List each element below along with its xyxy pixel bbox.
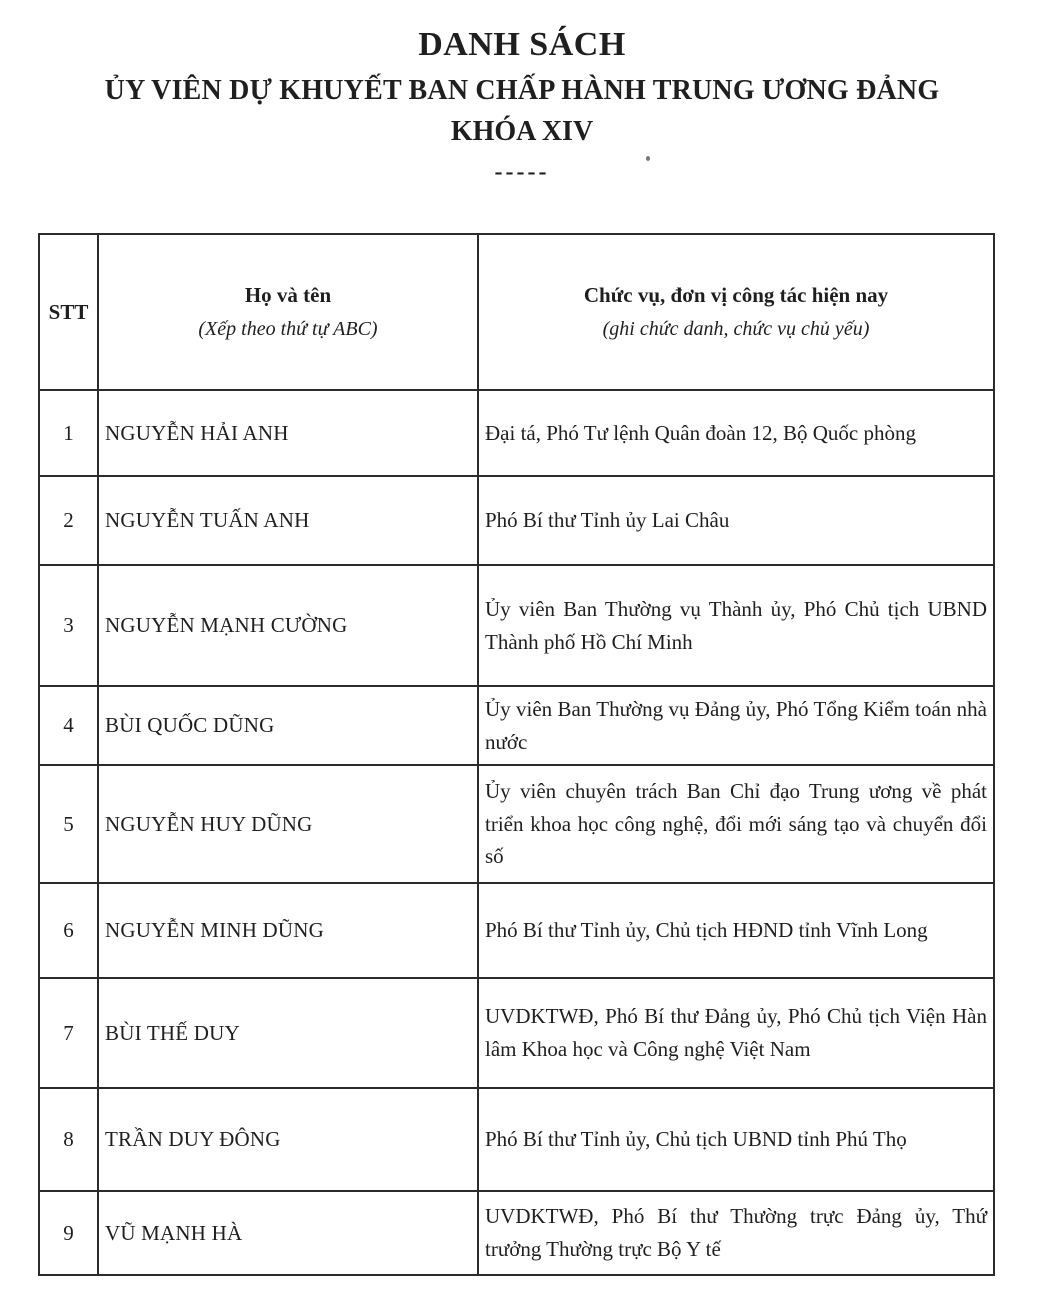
table-row bbox=[39, 765, 994, 883]
row-name: NGUYỄN MẠNH CƯỜNG bbox=[98, 565, 478, 686]
document-subtitle: ỦY VIÊN DỰ KHUYẾT BAN CHẤP HÀNH TRUNG ƯƠNG ĐẢNG bbox=[104, 74, 940, 106]
table-row bbox=[39, 565, 994, 686]
row-position: UVDKTWĐ, Phó Bí thư Đảng ủy, Phó Chủ tịch Viện Hàn lâm Khoa học và Công nghệ Việt Nam bbox=[478, 978, 994, 1088]
scan-artifact-dot bbox=[646, 156, 650, 161]
row-stt: 4 bbox=[39, 686, 98, 765]
table-body bbox=[39, 390, 994, 1275]
header-stt: STT bbox=[39, 234, 98, 390]
row-name: VŨ MẠNH HÀ bbox=[98, 1191, 478, 1275]
row-name: BÙI THẾ DUY bbox=[98, 978, 478, 1088]
row-name: TRẦN DUY ĐÔNG bbox=[98, 1088, 478, 1191]
header-position-sub: (ghi chức danh, chức vụ chủ yếu) bbox=[602, 317, 870, 340]
row-position: Phó Bí thư Tỉnh ủy, Chủ tịch HĐND tỉnh Vĩnh Long bbox=[478, 883, 994, 978]
table-row bbox=[39, 686, 994, 765]
row-position: UVDKTWĐ, Phó Bí thư Thường trực Đảng ủy, Thứ trưởng Thường trực Bộ Y tế bbox=[478, 1191, 994, 1275]
row-stt: 1 bbox=[39, 390, 98, 476]
row-position: Đại tá, Phó Tư lệnh Quân đoàn 12, Bộ Quốc phòng bbox=[478, 390, 994, 476]
table-row bbox=[39, 883, 994, 978]
header-position-main: Chức vụ, đơn vị công tác hiện nay bbox=[583, 283, 889, 308]
table-header-row bbox=[39, 234, 994, 390]
row-stt: 6 bbox=[39, 883, 98, 978]
row-stt: 2 bbox=[39, 476, 98, 565]
table-row bbox=[39, 390, 994, 476]
row-name: NGUYỄN TUẤN ANH bbox=[98, 476, 478, 565]
table-row bbox=[39, 476, 994, 565]
row-stt: 3 bbox=[39, 565, 98, 686]
header-name-sub: (Xếp theo thứ tự ABC) bbox=[198, 317, 378, 340]
table-row bbox=[39, 978, 994, 1088]
header-position bbox=[478, 234, 994, 390]
divider-dashes: ----- bbox=[494, 158, 550, 185]
row-position: Phó Bí thư Tỉnh ủy Lai Châu bbox=[478, 476, 994, 565]
row-name: NGUYỄN HẢI ANH bbox=[98, 390, 478, 476]
header-name bbox=[98, 234, 478, 390]
row-position: Ủy viên Ban Thường vụ Đảng ủy, Phó Tổng Kiểm toán nhà nước bbox=[478, 686, 994, 765]
table-row bbox=[39, 1191, 994, 1275]
row-position: Phó Bí thư Tỉnh ủy, Chủ tịch UBND tỉnh Phú Thọ bbox=[478, 1088, 994, 1191]
header-name-main: Họ và tên bbox=[244, 283, 332, 308]
table-row bbox=[39, 1088, 994, 1191]
row-stt: 9 bbox=[39, 1191, 98, 1275]
row-stt: 7 bbox=[39, 978, 98, 1088]
row-name: NGUYỄN MINH DŨNG bbox=[98, 883, 478, 978]
document-header bbox=[0, 0, 1044, 187]
row-position: Ủy viên Ban Thường vụ Thành ủy, Phó Chủ tịch UBND Thành phố Hồ Chí Minh bbox=[478, 565, 994, 686]
row-name: BÙI QUỐC DŨNG bbox=[98, 686, 478, 765]
roster-table bbox=[38, 233, 995, 1276]
document-title: DANH SÁCH bbox=[418, 26, 626, 63]
row-position: Ủy viên chuyên trách Ban Chỉ đạo Trung ương về phát triển khoa học công nghệ, đổi mới sáng tạo và chuyển đổi số bbox=[478, 765, 994, 883]
row-stt: 5 bbox=[39, 765, 98, 883]
row-stt: 8 bbox=[39, 1088, 98, 1191]
document-session: KHÓA XIV bbox=[450, 115, 594, 147]
row-name: NGUYỄN HUY DŨNG bbox=[98, 765, 478, 883]
